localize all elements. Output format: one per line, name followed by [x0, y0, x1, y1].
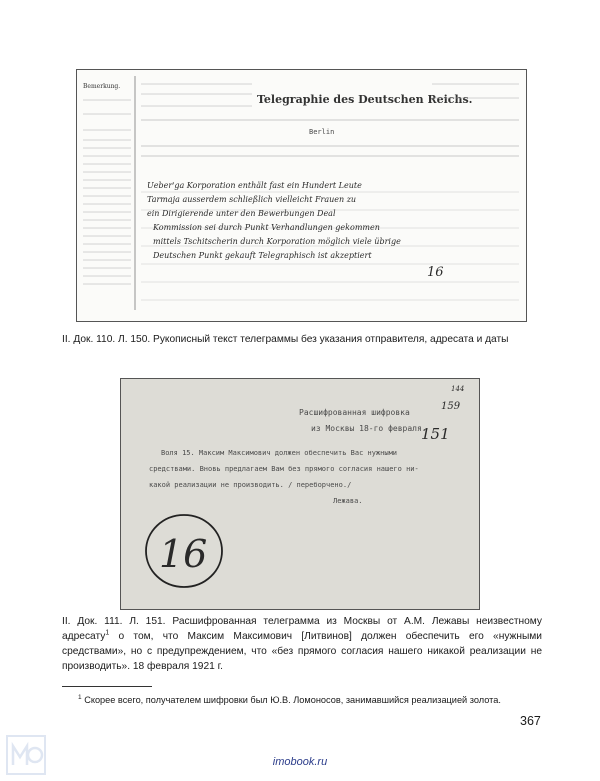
handwritten-sheet-number: 151 — [421, 425, 450, 443]
handwriting-line: Kommission sei durch Punkt Verhandlungen gekommen — [153, 223, 380, 232]
cipher-title-line2: из Москвы 18-го февраля. — [311, 424, 427, 433]
left-column-title: Bemerkung. — [83, 83, 121, 90]
publisher-logo-icon — [6, 735, 46, 775]
corner-sheet-number: 159 — [441, 401, 461, 412]
telegram-place: Berlin — [309, 128, 335, 136]
site-link[interactable]: imobook.ru — [272, 756, 328, 768]
cipher-document-image — [121, 379, 479, 609]
footnote-text: Скорее всего, получателем шифровки был Ю.В. Ломоносов, занимавшийся реализацией золота. — [84, 695, 501, 706]
handwriting-line: Deutschen Punkt gekauft Telegraphisch ist akzeptiert — [153, 251, 372, 260]
margin-mark: 16 — [427, 265, 444, 280]
handwriting-line: ein Dirigierende unter den Bewerbungen Deal — [147, 209, 336, 218]
telegram-photo-doc111 — [120, 378, 480, 610]
corner-mark: 144 — [451, 385, 465, 393]
cipher-title-line1: Расшифрованная шифровка — [299, 408, 410, 417]
cipher-body-line: средствами. Вновь предлагаем Вам без прямого согласия нашего ни- — [149, 465, 419, 473]
cipher-body-line: какой реализации не производить. / переборчено./ — [149, 481, 352, 489]
footnote-divider — [62, 686, 152, 687]
circled-number: 16 — [159, 532, 208, 576]
footnote — [78, 691, 538, 707]
page-number: 367 — [520, 714, 541, 728]
cipher-body-line: Воля 15. Максим Максимович должен обеспечить Вас нужными — [161, 449, 398, 457]
caption-doc111-part1: II. Док. 111. Л. 151. Расшифрованная телеграмма из Москвы от А.М. Лежавы неизвестному адресату — [62, 616, 542, 642]
footnote-marker: 1 — [78, 694, 82, 701]
handwriting-line: Tarmaja ausserdem schließlich vielleicht Frauen zu — [147, 195, 357, 204]
cipher-signature: Лежава. — [333, 497, 363, 505]
caption-doc111-part2: о том, что Максим Максимович [Литвинов] должен обеспечить его «нужными средствами», но с предупреждением, что «без прямого согласия нашего никакой реализации не производить». 18 февраля 1921 г. — [62, 631, 542, 672]
caption-doc111 — [62, 614, 542, 674]
telegram-form-image — [77, 70, 526, 321]
telegram-header-title: Telegraphie des Deutschen Reichs. — [257, 93, 473, 106]
caption-doc110: II. Док. 110. Л. 150. Рукописный текст телеграммы без указания отправителя, адресата и даты — [62, 334, 509, 345]
handwriting-line: mittels Tschitscherin durch Korporation möglich viele übrige — [153, 237, 401, 246]
footnote-reference[interactable]: 1 — [105, 629, 110, 637]
handwriting-line: Ueber'ga Korporation enthält fast ein Hundert Leute — [147, 181, 362, 190]
telegram-photo-doc110 — [76, 69, 527, 322]
